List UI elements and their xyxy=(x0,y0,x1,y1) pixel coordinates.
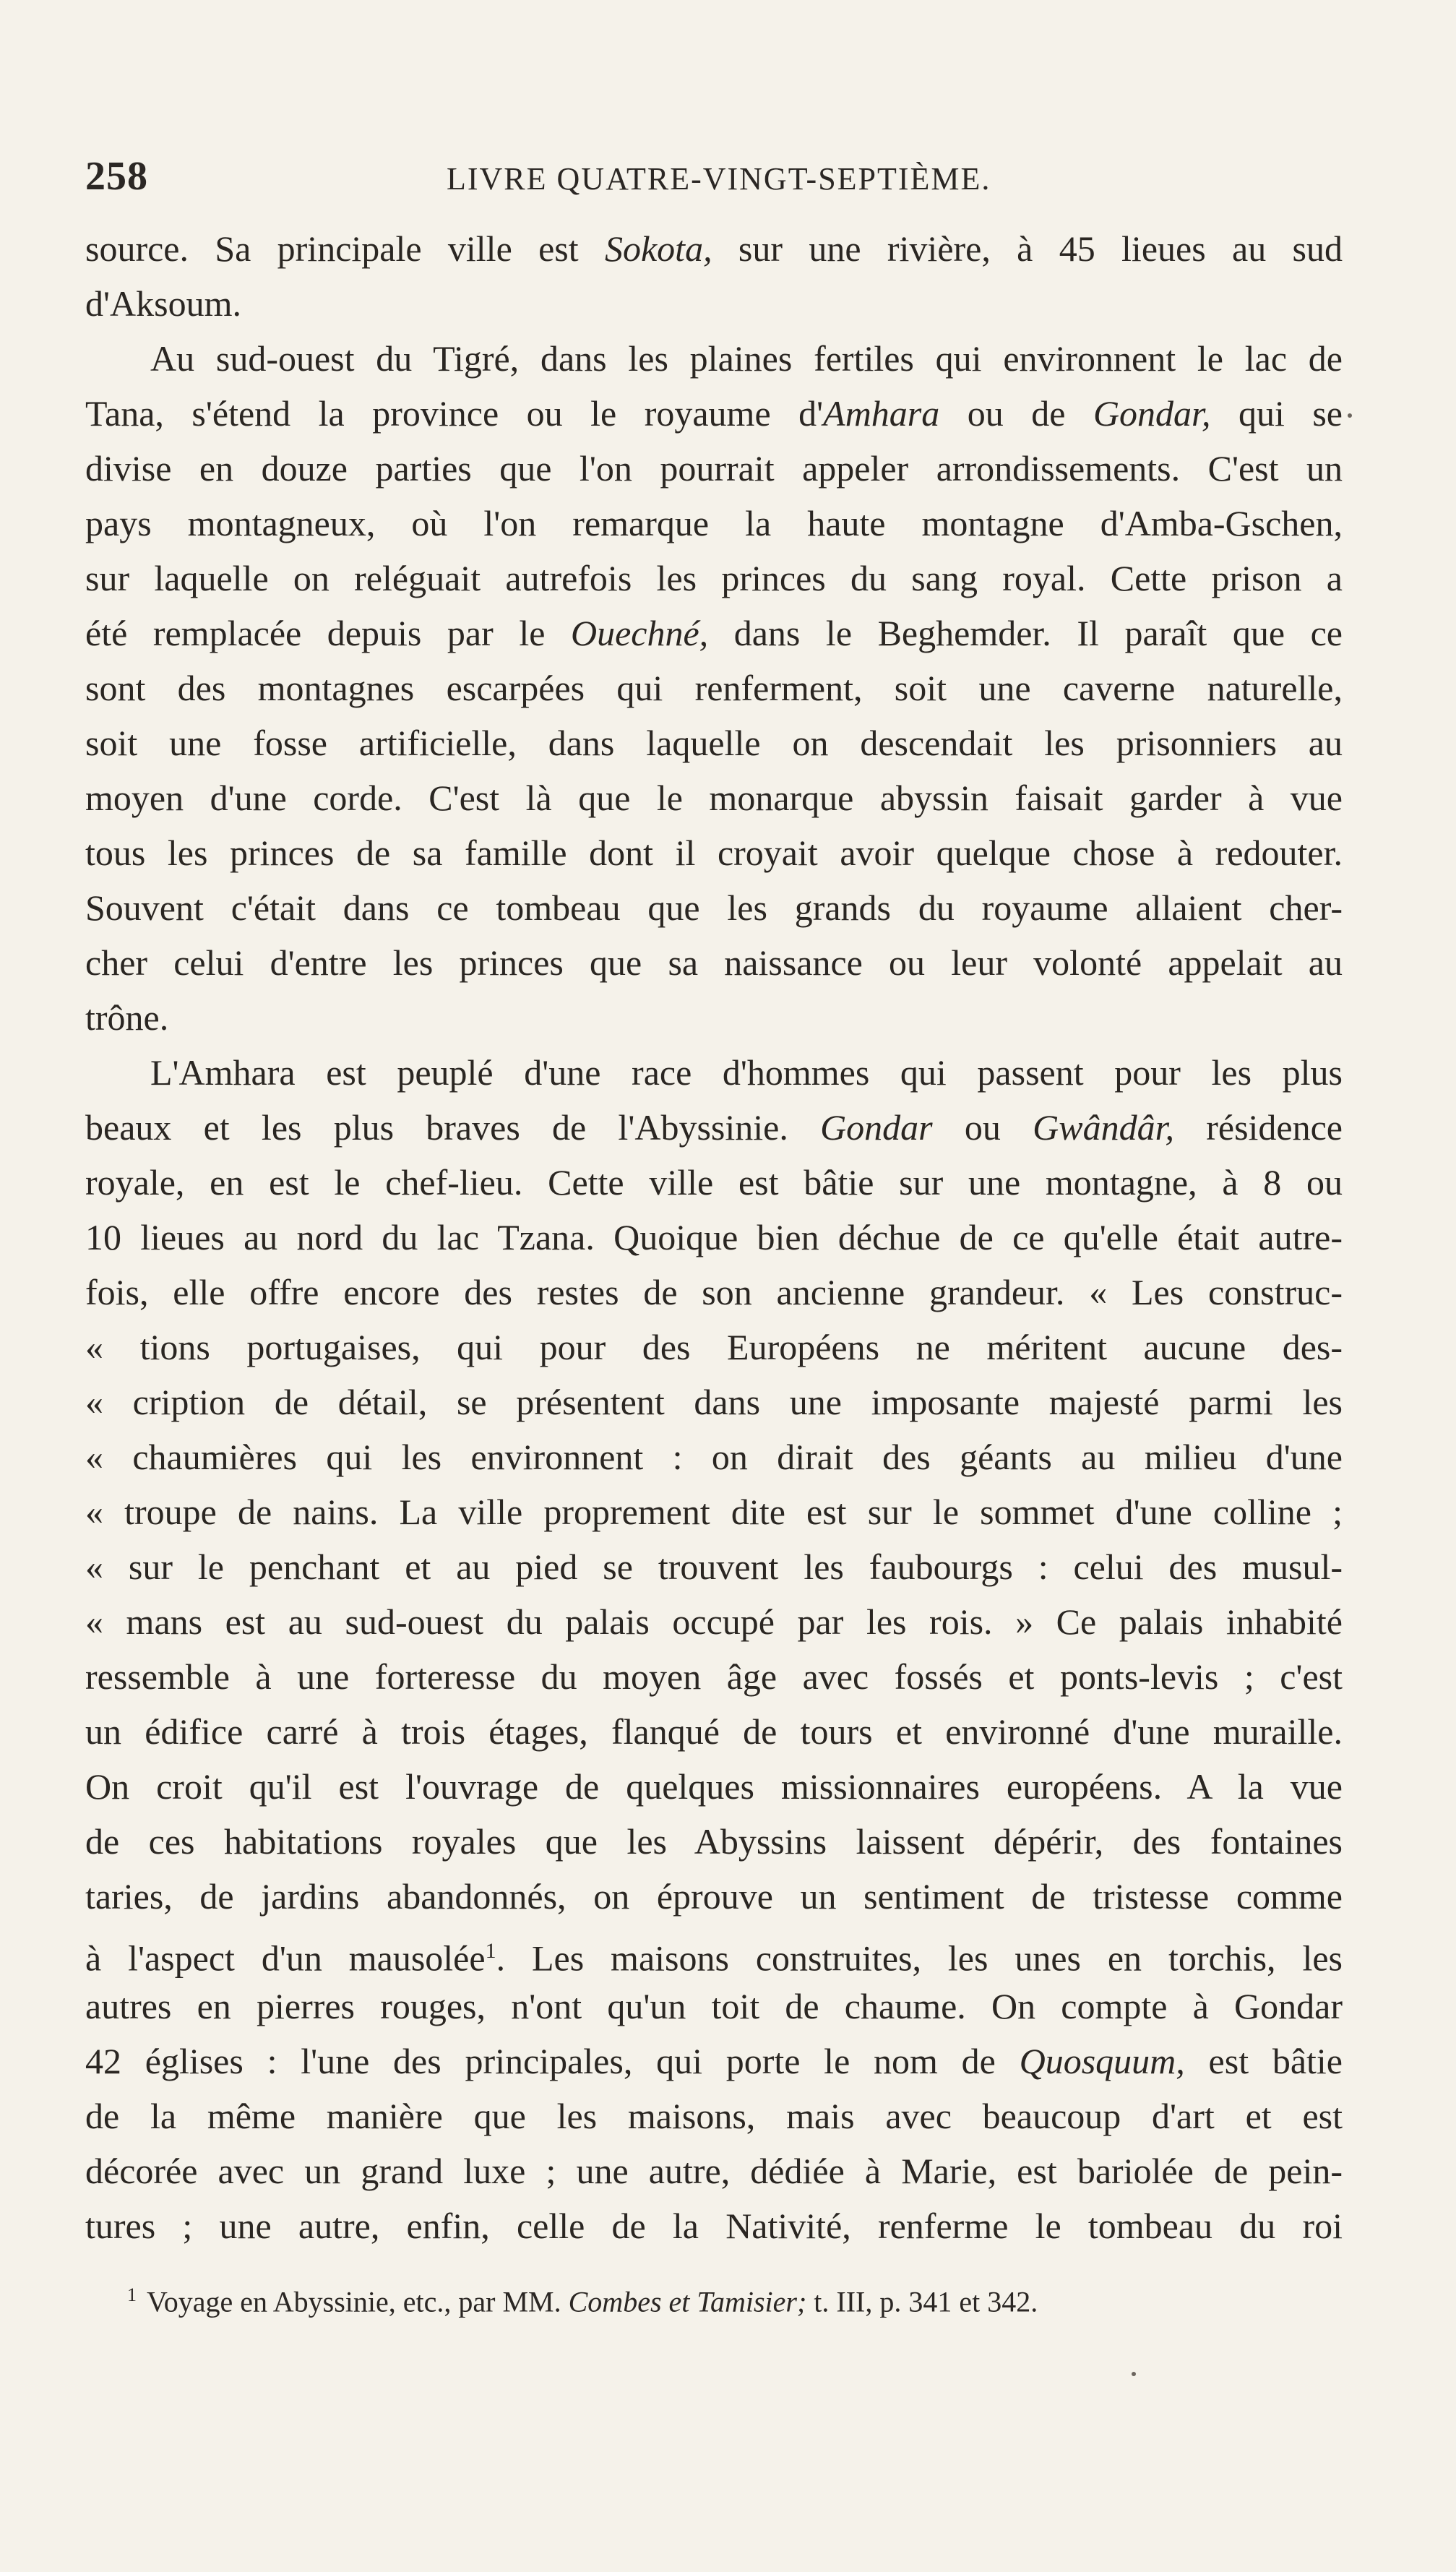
paragraph-start: Au sud-ouest du Tigré, dans les plaines fertiles qui environnent le lac de xyxy=(150,338,1343,379)
text-line: cher celui d'entre les princes que sa naissance ou leur volonté appelait au xyxy=(85,942,1343,983)
text-line: tures ; une autre, enfin, celle de la Nativité, renferme le tombeau du roi xyxy=(85,2206,1343,2246)
text-line: divise en douze parties que l'on pourrait appeler arrondissements. C'est un xyxy=(85,448,1343,489)
text-line: soit une fosse artificielle, dans laquelle on descendait les prisonniers au xyxy=(85,723,1343,763)
text-line: de ces habitations royales que les Abyssins laissent dépérir, des fontaines xyxy=(85,1821,1343,1862)
text-line: un édifice carré à trois étages, flanqué de tours et environné d'une muraille. xyxy=(85,1711,1343,1752)
text-line: On croit qu'il est l'ouvrage de quelques missionnaires européens. A la vue xyxy=(85,1766,1343,1807)
text-line: royale, en est le chef-lieu. Cette ville est bâtie sur une montagne, à 8 ou xyxy=(85,1162,1343,1203)
footnote-reference-pages: t. III, p. 341 et 342. xyxy=(806,2285,1038,2318)
footnote-reference: 1 xyxy=(485,1939,496,1963)
text-line: fois, elle offre encore des restes de son ancienne grandeur. « Les construc- xyxy=(85,1272,1343,1312)
text-line: d'Aksoum. xyxy=(85,283,241,324)
quote-line: « sur le penchant et au pied se trouvent les faubourgs : celui des musul- xyxy=(85,1547,1343,1587)
print-speck xyxy=(1348,413,1352,418)
text-line: tous les princes de sa famille dont il croyait avoir quelque chose à redouter. xyxy=(85,833,1343,873)
text-line: moyen d'une corde. C'est là que le monarque abyssin faisait garder à vue xyxy=(85,778,1343,818)
text-line: Tana, s'étend la province ou le royaume d'Amhara ou de Gondar, qui se xyxy=(85,393,1343,434)
text-line: décorée avec un grand luxe ; une autre, dédiée à Marie, est bariolée de pein- xyxy=(85,2151,1343,2191)
body-text xyxy=(85,221,1343,2253)
footnote-authors: Combes et Tamisier; xyxy=(568,2285,807,2318)
text-line: taries, de jardins abandonnés, on éprouve un sentiment de tristesse comme xyxy=(85,1876,1343,1917)
text-line: ressemble à une forteresse du moyen âge avec fossés et ponts-levis ; c'est xyxy=(85,1656,1343,1697)
quote-line: « tions portugaises, qui pour des Européens ne méritent aucune des- xyxy=(85,1327,1343,1367)
quote-line: « troupe de nains. La ville proprement dite est sur le sommet d'une colline ; xyxy=(85,1492,1343,1532)
text-line: Souvent c'était dans ce tombeau que les grands du royaume allaient cher- xyxy=(85,887,1343,928)
print-speck xyxy=(1132,2372,1136,2376)
text-line: beaux et les plus braves de l'Abyssinie. Gondar ou Gwândâr, résidence xyxy=(85,1107,1343,1148)
text-line: de la même manière que les maisons, mais avec beaucoup d'art et est xyxy=(85,2096,1343,2136)
text-line: pays montagneux, où l'on remarque la haute montagne d'Amba-Gschen, xyxy=(85,503,1343,543)
text-line: sur laquelle on reléguait autrefois les princes du sang royal. Cette prison a xyxy=(85,558,1343,598)
text-line: à l'aspect d'un mausolée$^1$. Les maisons construites, les unes en torchis, les xyxy=(85,1937,1343,1979)
text-line: autres en pierres rouges, n'ont qu'un toit de chaume. On compte à Gondar xyxy=(85,1986,1343,2026)
quote-line: « chaumières qui les environnent : on dirait des géants au milieu d'une xyxy=(85,1437,1343,1477)
running-title: LIVRE QUATRE-VINGT-SEPTIÈME. xyxy=(447,161,991,197)
text-line: 10 lieues au nord du lac Tzana. Quoique bien déchue de ce qu'elle était autre- xyxy=(85,1217,1343,1257)
text-line: source. Sa principale ville est Sokota, sur une rivière, à 45 lieues au sud xyxy=(85,228,1343,269)
footnote-marker: 1 xyxy=(127,2284,137,2305)
paragraph-start: L'Amhara est peuplé d'une race d'hommes qui passent pour les plus xyxy=(150,1052,1343,1093)
footnote xyxy=(127,2275,1341,2322)
footnote-text: Voyage en Abyssinie, etc., par MM. xyxy=(147,2285,569,2318)
text-line: été remplacée depuis par le Ouechné, dans le Beghemder. Il paraît que ce xyxy=(85,613,1343,653)
text-line: trône. xyxy=(85,997,169,1038)
page-header xyxy=(85,153,1343,204)
quote-line: « cription de détail, se présentent dans une imposante majesté parmi les xyxy=(85,1382,1343,1422)
quote-line: « mans est au sud-ouest du palais occupé par les rois. » Ce palais inhabité xyxy=(85,1601,1343,1642)
text-line: 42 églises : l'une des principales, qui porte le nom de Quosquum, est bâtie xyxy=(85,2041,1343,2081)
page-number: 258 xyxy=(85,154,148,199)
text-line: sont des montagnes escarpées qui renferment, soit une caverne naturelle, xyxy=(85,668,1343,708)
